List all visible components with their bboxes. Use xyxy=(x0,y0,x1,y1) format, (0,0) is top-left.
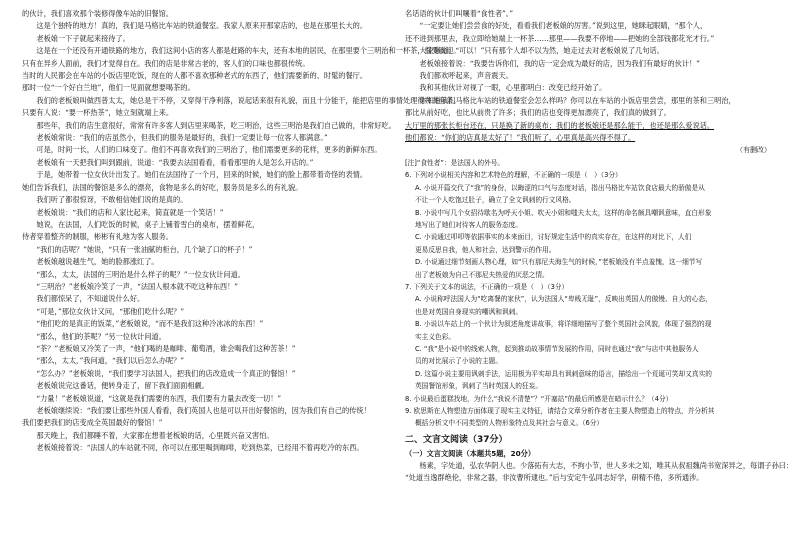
story-paragraph: 这是个独特的地方！真的，我们是马格比车站的铁道餐室。我家人原来开那家店的，也是在那里长大的。 xyxy=(36,21,368,31)
story-paragraph-underlined: 他们都说：“你们的店真是太好了！”我们听了，心里真是高兴得不得了。 xyxy=(405,133,636,143)
question-7-option: 也是对英国自身现实的嘲讽和讽刺。 xyxy=(415,307,522,316)
questions-right-column xyxy=(405,8,794,485)
story-paragraph: “一定要让她们尝尝食的好处，看看我们老板娘的厉害。”说到这里，她眯起眼睛，“那个人， xyxy=(419,21,708,31)
story-paragraph: 那时一位“一个好白兰地”，他们一见面就想要喝茶的。 xyxy=(22,83,195,93)
story-paragraph: 我们听了都很惊讶，不敢相信她们说的是真的。 xyxy=(36,195,188,205)
question-9-continued: 概括分析文中不同类型的人物形象特点及其社会与意义。（6分） xyxy=(415,419,604,428)
story-paragraph: “三明治？”老板娘冷笑了一声，“法国人根本就不吃这种东西！” xyxy=(36,281,238,291)
question-6-option: B. 小说中写几个女招待歇名为呼天小姐、吹天小姐和嗤夫太太，这样的命名颇具嘲讽意味，直白形象 xyxy=(415,208,712,217)
story-paragraph: “可是，”那位女伙计又问，“那他们吃什么呢？” xyxy=(36,306,185,316)
story-paragraph: “那么，他们的茶呢？”另一位伙计问道。 xyxy=(36,331,166,341)
story-paragraph: 老板娘一下子就起来接待了。 xyxy=(36,33,130,43)
story-paragraph: “我们的店呢？”她说，“只有一张油腻的柜台，几个缺了口的杯子！” xyxy=(36,244,253,254)
story-paragraph: 的伙计，我们喜欢那个装修得像车站的旧餐馆。 xyxy=(22,9,173,18)
story-paragraph: 老板娘接着说：“法国人的车站就不同，你可以在那里喝到咖啡，吃到热菜，已经用不着再吃冷的东西。 xyxy=(36,443,364,453)
story-paragraph: 老板娘接着说：“我要告诉你们，我的店一定会成为最好的店，因为我们有最好的伙计！” xyxy=(419,58,700,68)
story-paragraph: 我和其他伙计对视了一眼，心里都明白：改变已经开始了。 xyxy=(419,83,607,93)
story-paragraph: 我们要把我们的店变成全英国最好的餐馆！” xyxy=(22,418,163,428)
question-7-option: A. 小说称呼法国人为“吃离餐的家伙”，认为法国人“卑贱无耻”，反映出英国人的傲慢、自大的心态， xyxy=(415,295,712,304)
section-title: 二、文言文阅读（37分） xyxy=(405,434,508,445)
story-paragraph: 她说，在法国，人们吃饭的时候，桌子上铺着雪白的桌布，摆着鲜花， xyxy=(36,219,260,229)
story-paragraph: 这是在一个还没有开通铁路的地方，我们这间小店的客人都是赶路的车夫，还有本地的居民，在那里要个三明治和一杯茶，很受欢迎。 xyxy=(36,46,461,56)
story-paragraph: 老板娘继续说：“我们要让那些外国人看看，我们英国人也是可以开出好餐馆的，因为我们有自己的传统！ xyxy=(36,406,371,415)
story-paragraph: 老板娘说：“我们的店和人家比起来，简直就是一个笑话！” xyxy=(36,207,224,217)
story-paragraph: 都比从前好吃，也比从前贵了许多；我们的店也变得更加漂亮了，我们真的做到了。 xyxy=(405,108,671,118)
story-paragraph: “怎么办？”老板娘说，“我们要学习法国人，把我们的店改造成一个真正的餐馆！” xyxy=(36,368,296,378)
story-paragraph: 侍者穿着整齐的制服，彬彬有礼地为客人服务。 xyxy=(22,232,173,242)
story-paragraph: 老板娘常说：“我们的店虽然小，但我们的服务是最好的，我们一定要让每一位客人都满意。” xyxy=(36,133,328,143)
question-6-option: 不让一个人吃饱过肚子，确立了全文讽刺的行文风格。 xyxy=(415,196,576,205)
story-paragraph: 那些年，我们的店生意很好，常常有许多客人到店里来喝茶，吃三明治，这些三明治是我们自己做的，非常好吃。 xyxy=(36,120,396,130)
question-6-option: A. 小说开篇交代了“我”的身份，以晦涩的口气与态度对话，指出马格比车站饮食店最大的骄傲是从 xyxy=(415,183,705,192)
question-7-option: 员的对比展示了小说的主题。 xyxy=(415,357,502,366)
story-paragraph: 我们都惊呆了，不知道说什么好。 xyxy=(36,294,145,304)
story-paragraph: 老板娘越说越生气，她的脸都涨红了。 xyxy=(36,257,159,267)
question-6-option: C. 小说通过叩叩等依据事实的本来面目，讨好规定生活中的真实存在，在这样的对比下，人们 xyxy=(415,233,692,242)
subsection-title: （一）文言文阅读（本题共5题，20分） xyxy=(405,448,536,458)
question-7-option: C. “我”是小说中的线索人物，起到推动故事情节发展的作用，同时也通过“我”与店中其他服务人 xyxy=(415,344,699,353)
source-note: （有删改） xyxy=(736,146,771,155)
story-paragraph: 老板娘说完这番话，便转身走了，留下我们面面相觑。 xyxy=(36,381,209,391)
question-6-option: 出了老板娘为自己不那尼夫热爱的厌恶之情。 xyxy=(415,270,549,279)
footnote: [注]“食性者”：是法国人的外号。 xyxy=(405,158,505,167)
classical-text-line: “处道当逸群绝伦，非常之器，非汝曹所逮也。”后与安定牛弘同志好学，研精不倦，多所通涉。 xyxy=(405,473,704,483)
story-paragraph: 那天晚上，我们都睡不着，大家都在想着老板娘的话，心里既兴奋又害怕。 xyxy=(36,430,274,440)
story-paragraph: 我们都欢呼起来，声音震天。 xyxy=(419,71,513,81)
story-paragraph: 只要有人说：“要一杯热茶”，她立刻就端上来。 xyxy=(22,108,174,118)
story-paragraph: 只有在异乡人面前，我们才觉得自在。我们的店是非常古老的，客人们的口味也都很传统。 xyxy=(22,58,310,68)
story-paragraph: “茶？”老板娘又冷笑了一声，“他们喝的是咖啡、葡萄酒，谁会喝我们这种苦茶！” xyxy=(36,343,296,353)
story-paragraph: 于是，她带着一位女伙计出发了。她们在法国待了一个月，回来的时候，她们的脸上都带着奇怪的表情。 xyxy=(36,170,368,180)
question-6-option: D. 小说通过细节刻画人物心理，如“只有那尼夫海生气的时候，”老板娘没有半点羞愧，这一细节写 xyxy=(415,258,703,267)
story-paragraph: “那么，太太，法国的三明治是什么样子的呢？”一位女伙计问道。 xyxy=(36,269,245,279)
question-7-option: D. 这篇小说主要用讽刺手法，运用极为平实却具有讽刺意味的语言，描绘出一个荒诞可笑却又真实的 xyxy=(415,369,712,378)
question-7-option: 实主义色彩。 xyxy=(415,332,456,341)
question-6: 6. 下列对小说相关内容和艺术特色的理解，不正确的一项是（ ）（3分） xyxy=(405,171,622,180)
story-paragraph: 当时的人民都会在车站的小饭店里吃饭，现在的人都不喜欢那种老式的东西了，他们需要新的、时髦的餐厅。 xyxy=(22,71,368,81)
story-paragraph: “那么，太太，”我问道，“我们以后怎么办呢？” xyxy=(36,356,185,366)
story-paragraph: 老板娘有一天把我们叫到跟前，说道：“我要去法国看看，看看那里的人是怎么开店的。” xyxy=(36,157,314,167)
story-paragraph: 还不进到那里去，我立即给她端上一杯茶……那里——我要不停地——把她的全部钱都花光才行。” xyxy=(405,33,715,43)
story-paragraph: 名话语的伙计们叫嚷着“食性者”。” xyxy=(405,9,514,18)
story-paragraph: 可是，时间一长，人们的口味变了。他们不再喜欢我们的三明治了，他们需要更多的花样，更多的新鲜东西。 xyxy=(36,145,382,155)
story-paragraph: “他们吃的是真正的饭菜，”老板娘说，“而不是我们这种冷冰冰的东西！” xyxy=(36,319,264,329)
question-6-option: 地写出了她们对待客人的服务态度。 xyxy=(415,220,522,229)
question-7-option: B. 小说以车站上的一个伙计为叙述角度讲故事，将详细地描写了整个英国社会风貌，体现了强烈的现 xyxy=(415,320,712,329)
story-paragraph: 她们告诉我们，法国的餐馆是多么的漂亮，食物是多么的好吃，服务员是多么的有礼貌。 xyxy=(22,182,303,192)
question-7: 7. 下列关于文本的说法，不正确的一项是（ ）（3分） xyxy=(405,282,569,291)
classical-text-line: 杨素，字处道，弘农华阴人也。少落拓有大志，不拘小节，世人多未之知，唯其从叔祖魏尚书宽深异之，每谓子孙曰： xyxy=(419,460,794,470)
question-9: 9. 欧思斯在人物塑造方面体现了现实主义特征，请结合文章分析作者在主要人物塑造上的特点，并分析其 xyxy=(405,407,715,415)
question-8: 8. 小说最后蛋糕找地，为什么“我说不清楚”？“开塞站”的最后所感是在暗示什么？（4分） xyxy=(405,394,673,403)
story-paragraph-underlined: 大厅里的那张长柜台还在，只是换了新的桌布；我们的老板娘还是那么能干，也还是那么爱说话。 xyxy=(405,120,715,130)
question-7-option: 英国餐馆形象，讽刺了当时英国人的狂妄。 xyxy=(415,382,543,391)
story-paragraph: 大家喊道：“可以！”只有那个人却不以为然，她走过去对老板娘说了几句话。 xyxy=(419,46,664,56)
story-paragraph: “力量！”老板娘说道，“这就是我们需要的东西，我们要有力量去改变一切！” xyxy=(36,393,282,403)
story-paragraph: 我们的老板娘叫做西普太太，她总是干不停，又穿得干净利落，说起话来很有礼貌，而且十分能干，能把店里的事情处理得井井有条。 xyxy=(36,95,461,105)
question-6-option: 更易反思自我，他人和社会，达到警示的作用。 xyxy=(415,245,556,254)
story-paragraph: 你知道我们马格比车站的铁道餐室会怎么样吗？你可以在车站的小饭店里尝尝，那里的茶和三明治， xyxy=(419,95,736,105)
